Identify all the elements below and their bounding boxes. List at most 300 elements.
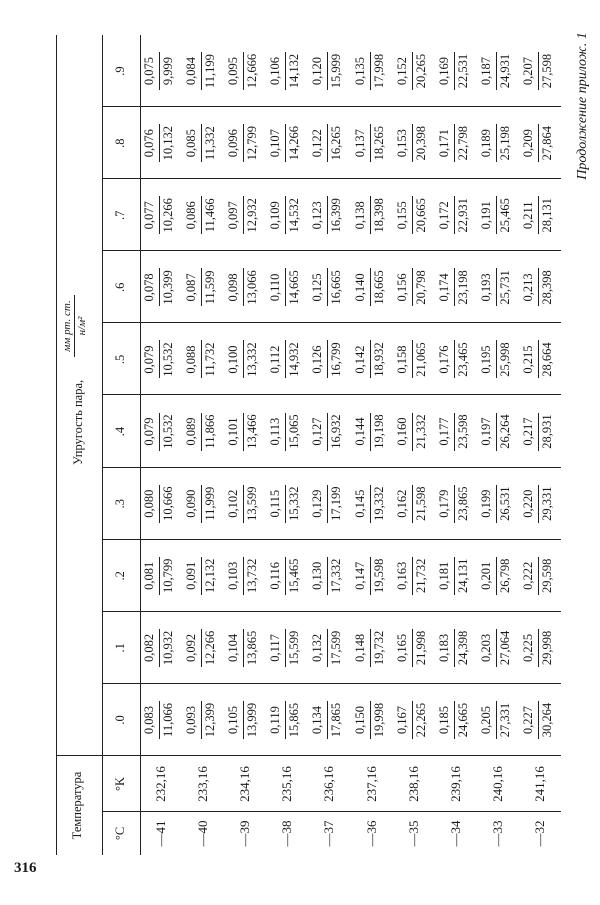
pressure-cell bbox=[309, 337, 349, 383]
pressure-cell bbox=[436, 697, 476, 743]
nm2-value: 26,264 bbox=[497, 414, 512, 449]
header-subrule bbox=[102, 35, 103, 855]
pressure-cell bbox=[225, 697, 265, 743]
nm2-value: 15,332 bbox=[287, 486, 302, 521]
nm2-value: 11,732 bbox=[203, 342, 218, 377]
pressure-cell bbox=[520, 409, 560, 455]
nm2-value: 13,732 bbox=[245, 558, 260, 593]
mmhg-value: 0,145 bbox=[352, 489, 367, 518]
pressure-cell bbox=[520, 48, 560, 94]
decimal-header: .7 bbox=[113, 210, 127, 220]
fraction-line bbox=[370, 124, 371, 162]
pressure-cell bbox=[352, 337, 392, 383]
celsius-cell: —41 bbox=[153, 820, 168, 847]
nm2-value: 15,865 bbox=[287, 702, 302, 738]
pressure-cell bbox=[436, 409, 476, 455]
mmhg-value: 0,211 bbox=[520, 201, 535, 230]
mmhg-value: 0,222 bbox=[520, 561, 535, 590]
fraction-line bbox=[538, 52, 539, 90]
fraction-line bbox=[285, 52, 286, 90]
mmhg-value: 0,123 bbox=[310, 201, 325, 230]
pressure-cell bbox=[225, 337, 265, 383]
pressure-cell bbox=[225, 192, 265, 238]
nm2-value: 12,266 bbox=[203, 630, 218, 666]
mmhg-value: 0,087 bbox=[184, 273, 199, 302]
nm2-value: 17,998 bbox=[371, 53, 386, 89]
celsius-cell: —40 bbox=[195, 820, 211, 847]
fraction-line bbox=[454, 341, 455, 379]
pressure-cell bbox=[309, 120, 349, 166]
nm2-value: 19,198 bbox=[371, 414, 386, 449]
nm2-value: 27,064 bbox=[497, 630, 512, 666]
mmhg-value: 0,171 bbox=[436, 129, 451, 158]
nm2-value: 16,799 bbox=[329, 342, 344, 377]
unit-nm2: н/м² bbox=[76, 316, 88, 336]
pressure-cell bbox=[141, 481, 181, 527]
mmhg-value: 0,115 bbox=[268, 489, 283, 518]
mmhg-value: 0,083 bbox=[142, 705, 156, 735]
mmhg-value: 0,176 bbox=[436, 345, 451, 374]
pressure-cell bbox=[478, 120, 518, 166]
fraction-line bbox=[243, 701, 244, 739]
mmhg-value: 0,075 bbox=[142, 57, 156, 86]
decimal-header: .6 bbox=[113, 282, 127, 293]
pressure-cell bbox=[183, 553, 223, 599]
pressure-cell bbox=[183, 337, 223, 383]
temperature-header: Температура bbox=[70, 771, 84, 840]
mmhg-value: 0,213 bbox=[520, 273, 535, 302]
pressure-cell bbox=[141, 553, 181, 599]
nm2-value: 13,599 bbox=[245, 486, 260, 521]
fraction-line bbox=[159, 52, 160, 90]
fraction-line bbox=[285, 413, 286, 451]
nm2-value: 22,265 bbox=[413, 702, 428, 738]
fraction-line bbox=[496, 341, 497, 379]
fraction-line bbox=[201, 124, 202, 162]
mmhg-value: 0,119 bbox=[268, 706, 283, 734]
nm2-value: 23,465 bbox=[455, 342, 470, 377]
fraction-line bbox=[370, 629, 371, 667]
pressure-cell bbox=[520, 192, 560, 238]
nm2-value: 20,265 bbox=[413, 53, 428, 89]
nm2-value: 25,731 bbox=[497, 270, 512, 305]
nm2-value: 16,399 bbox=[329, 198, 344, 233]
fraction-line bbox=[201, 52, 202, 90]
fraction-line bbox=[454, 268, 455, 306]
fraction-line bbox=[538, 124, 539, 162]
pressure-cell bbox=[436, 48, 476, 94]
pressure-cell bbox=[183, 264, 223, 310]
mmhg-value: 0,209 bbox=[520, 129, 535, 158]
nm2-value: 15,599 bbox=[287, 630, 302, 666]
fraction-line bbox=[159, 268, 160, 306]
nm2-value: 30,264 bbox=[539, 702, 554, 738]
fraction-line bbox=[412, 413, 413, 451]
mmhg-value: 0,130 bbox=[310, 561, 325, 590]
pressure-cell bbox=[183, 409, 223, 455]
pressure-cell bbox=[352, 120, 392, 166]
nm2-value: 28,664 bbox=[539, 342, 554, 377]
mmhg-value: 0,093 bbox=[184, 705, 199, 735]
mmhg-value: 0,102 bbox=[226, 489, 241, 518]
mmhg-value: 0,142 bbox=[352, 345, 367, 374]
pressure-cell bbox=[309, 48, 349, 94]
nm2-value: 9,999 bbox=[161, 57, 175, 86]
mmhg-value: 0,158 bbox=[394, 345, 409, 374]
mmhg-value: 0,207 bbox=[520, 57, 535, 86]
fraction-line bbox=[538, 629, 539, 667]
decimal-header: .9 bbox=[113, 66, 127, 76]
pressure-cell bbox=[225, 409, 265, 455]
fraction-line bbox=[538, 196, 539, 234]
nm2-value: 16,265 bbox=[329, 126, 344, 161]
nm2-value: 17,199 bbox=[329, 486, 344, 521]
nm2-value: 13,066 bbox=[245, 270, 260, 305]
fraction-line bbox=[370, 341, 371, 379]
pressure-cell bbox=[183, 625, 223, 671]
fraction-line bbox=[370, 413, 371, 451]
nm2-value: 11,599 bbox=[203, 270, 218, 305]
fraction-line bbox=[327, 413, 328, 451]
nm2-value: 11,999 bbox=[203, 486, 218, 521]
unit-mmhg: мм рт. ст. bbox=[61, 300, 73, 352]
nm2-value: 16,932 bbox=[329, 414, 344, 449]
pressure-cell bbox=[394, 553, 434, 599]
kelvin-cell: 237,16 bbox=[363, 766, 379, 802]
nm2-value: 25,998 bbox=[497, 342, 512, 377]
mmhg-value: 0,177 bbox=[436, 417, 451, 446]
mmhg-value: 0,156 bbox=[394, 273, 409, 302]
fraction-line bbox=[454, 557, 455, 595]
fraction-line bbox=[243, 485, 244, 523]
mmhg-value: 0,125 bbox=[310, 273, 325, 302]
fraction-line bbox=[496, 268, 497, 306]
fraction-line bbox=[370, 485, 371, 523]
fraction-line bbox=[285, 124, 286, 162]
mmhg-value: 0,162 bbox=[394, 489, 409, 518]
fraction-line bbox=[412, 629, 413, 667]
pressure-cell bbox=[267, 48, 307, 94]
pressure-cell bbox=[520, 553, 560, 599]
pressure-cell bbox=[183, 120, 223, 166]
mmhg-value: 0,084 bbox=[184, 57, 199, 86]
nm2-value: 13,332 bbox=[245, 342, 260, 377]
fraction-line bbox=[243, 52, 244, 90]
fraction-line bbox=[454, 124, 455, 162]
nm2-value: 10,799 bbox=[161, 558, 175, 593]
fraction-line bbox=[538, 701, 539, 739]
nm2-value: 14,532 bbox=[287, 198, 302, 233]
pressure-cell bbox=[183, 48, 223, 94]
nm2-value: 19,732 bbox=[371, 630, 386, 666]
nm2-value: 26,531 bbox=[497, 486, 512, 521]
mmhg-value: 0,113 bbox=[268, 417, 283, 446]
mmhg-value: 0,165 bbox=[394, 633, 409, 662]
nm2-value: 17,332 bbox=[329, 558, 344, 593]
pressure-cell bbox=[352, 697, 392, 743]
fraction-line bbox=[454, 485, 455, 523]
mmhg-value: 0,078 bbox=[142, 273, 156, 302]
column-divider bbox=[102, 539, 561, 540]
nm2-value: 12,666 bbox=[245, 53, 260, 89]
column-divider bbox=[102, 395, 561, 396]
nm2-value: 20,665 bbox=[413, 198, 428, 233]
nm2-value: 22,931 bbox=[455, 198, 470, 233]
fraction-line bbox=[327, 124, 328, 162]
nm2-value: 15,465 bbox=[287, 558, 302, 593]
fraction-line bbox=[370, 268, 371, 306]
mmhg-value: 0,191 bbox=[478, 201, 493, 230]
fraction-line bbox=[454, 629, 455, 667]
running-head-text: Продолжение прилож. 1 bbox=[575, 31, 590, 180]
nm2-value: 21,732 bbox=[413, 558, 428, 593]
mmhg-value: 0,088 bbox=[184, 345, 199, 374]
kelvin-cell: 235,16 bbox=[279, 766, 295, 802]
nm2-value: 27,598 bbox=[539, 53, 554, 89]
mmhg-value: 0,183 bbox=[436, 633, 451, 662]
mmhg-value: 0,199 bbox=[478, 489, 493, 518]
pressure-cell bbox=[225, 48, 265, 94]
nm2-value: 16,665 bbox=[329, 270, 344, 305]
fraction-line bbox=[243, 268, 244, 306]
nm2-value: 15,065 bbox=[287, 414, 302, 449]
nm2-value: 18,665 bbox=[371, 270, 386, 305]
pressure-cell bbox=[267, 337, 307, 383]
pressure-cell bbox=[309, 481, 349, 527]
pressure-cell bbox=[394, 48, 434, 94]
pressure-cell bbox=[267, 553, 307, 599]
nm2-value: 26,798 bbox=[497, 558, 512, 593]
fraction-line bbox=[496, 196, 497, 234]
mmhg-value: 0,220 bbox=[520, 489, 535, 518]
nm2-value: 13,999 bbox=[245, 702, 260, 738]
fraction-line bbox=[159, 485, 160, 523]
pressure-cell bbox=[309, 192, 349, 238]
pressure-cell bbox=[309, 697, 349, 743]
nm2-value: 25,198 bbox=[497, 126, 512, 161]
decimal-header: .5 bbox=[113, 354, 127, 365]
fraction-line bbox=[412, 268, 413, 306]
mmhg-value: 0,116 bbox=[268, 561, 283, 590]
fraction-line bbox=[201, 268, 202, 306]
fraction-line bbox=[285, 341, 286, 379]
pressure-unit bbox=[61, 295, 88, 357]
nm2-value: 11,466 bbox=[203, 198, 218, 233]
celsius-cell: —39 bbox=[237, 820, 253, 847]
mmhg-value: 0,097 bbox=[226, 201, 241, 230]
pressure-cell bbox=[309, 553, 349, 599]
pressure-cell bbox=[352, 409, 392, 455]
mmhg-value: 0,144 bbox=[352, 417, 367, 446]
decimal-header: .8 bbox=[113, 138, 127, 148]
decimal-header: .2 bbox=[113, 571, 127, 581]
column-divider bbox=[102, 467, 561, 468]
fraction-line bbox=[201, 557, 202, 595]
pressure-cell bbox=[436, 264, 476, 310]
mmhg-value: 0,179 bbox=[436, 489, 451, 518]
fraction-line bbox=[327, 701, 328, 739]
fraction-line bbox=[243, 124, 244, 162]
pressure-cell bbox=[267, 409, 307, 455]
nm2-value: 14,932 bbox=[287, 342, 302, 377]
pressure-cell bbox=[394, 337, 434, 383]
nm2-value: 24,931 bbox=[497, 53, 512, 89]
pressure-cell bbox=[141, 697, 181, 743]
mmhg-value: 0,134 bbox=[310, 705, 325, 735]
mmhg-value: 0,085 bbox=[184, 129, 199, 158]
nm2-value: 19,598 bbox=[371, 558, 386, 593]
pressure-cell bbox=[436, 481, 476, 527]
mmhg-value: 0,079 bbox=[142, 417, 156, 446]
pressure-cell bbox=[436, 120, 476, 166]
nm2-value: 28,131 bbox=[539, 198, 554, 233]
decimal-header: .1 bbox=[113, 643, 127, 653]
kelvin-header: °K bbox=[113, 776, 127, 792]
fraction-line bbox=[496, 701, 497, 739]
mmhg-value: 0,103 bbox=[226, 561, 241, 590]
mmhg-value: 0,122 bbox=[310, 129, 325, 158]
fraction-line bbox=[496, 557, 497, 595]
pressure-cell bbox=[478, 625, 518, 671]
pressure-cell bbox=[520, 264, 560, 310]
mmhg-value: 0,147 bbox=[352, 561, 367, 590]
nm2-value: 24,665 bbox=[455, 702, 470, 738]
kelvin-cell: 239,16 bbox=[447, 766, 463, 802]
mmhg-value: 0,100 bbox=[226, 345, 241, 374]
pressure-cell bbox=[267, 625, 307, 671]
kelvin-cell: 240,16 bbox=[489, 766, 505, 802]
nm2-value: 21,998 bbox=[413, 630, 428, 666]
mmhg-value: 0,098 bbox=[226, 273, 241, 302]
mmhg-value: 0,152 bbox=[394, 57, 409, 86]
nm2-value: 21,065 bbox=[413, 342, 428, 377]
fraction-line bbox=[538, 268, 539, 306]
nm2-value: 25,465 bbox=[497, 198, 512, 233]
fraction-line bbox=[412, 485, 413, 523]
mmhg-value: 0,137 bbox=[352, 129, 367, 158]
pressure-cell bbox=[520, 337, 560, 383]
mmhg-value: 0,217 bbox=[520, 417, 535, 446]
mmhg-value: 0,120 bbox=[310, 57, 325, 86]
pressure-cell bbox=[309, 264, 349, 310]
pressure-cell bbox=[520, 120, 560, 166]
nm2-value: 10,266 bbox=[161, 198, 175, 233]
mmhg-value: 0,195 bbox=[478, 345, 493, 374]
celsius-cell: —36 bbox=[363, 820, 379, 847]
kelvin-cell: 233,16 bbox=[195, 766, 211, 802]
mmhg-value: 0,150 bbox=[352, 705, 367, 735]
fraction-line bbox=[412, 196, 413, 234]
nm2-value: 10,932 bbox=[161, 630, 175, 666]
fraction-line bbox=[159, 413, 160, 451]
mmhg-value: 0,091 bbox=[184, 561, 199, 590]
fraction-line bbox=[412, 341, 413, 379]
pressure-cell bbox=[478, 409, 518, 455]
fraction-line bbox=[496, 629, 497, 667]
pressure-cell bbox=[478, 192, 518, 238]
fraction-line bbox=[285, 629, 286, 667]
fraction-line bbox=[412, 52, 413, 90]
pressure-cell bbox=[141, 48, 181, 94]
nm2-value: 17,599 bbox=[329, 630, 344, 666]
fraction-line bbox=[285, 557, 286, 595]
fraction-line bbox=[243, 629, 244, 667]
page-number: 316 bbox=[14, 860, 37, 876]
celsius-cell: —33 bbox=[489, 820, 505, 847]
nm2-value: 21,598 bbox=[413, 486, 428, 521]
fraction-line bbox=[201, 341, 202, 379]
pressure-cell bbox=[394, 625, 434, 671]
nm2-value: 12,799 bbox=[245, 126, 260, 161]
fraction-line bbox=[285, 196, 286, 234]
nm2-value: 27,864 bbox=[539, 126, 554, 161]
mmhg-value: 0,203 bbox=[478, 633, 493, 662]
decimal-header: .4 bbox=[113, 426, 127, 437]
fraction-line bbox=[243, 341, 244, 379]
celsius-cell: —37 bbox=[321, 820, 337, 847]
nm2-value: 18,932 bbox=[371, 342, 386, 377]
mmhg-value: 0,181 bbox=[436, 561, 451, 590]
nm2-value: 10,399 bbox=[161, 270, 175, 305]
mmhg-value: 0,163 bbox=[394, 561, 409, 590]
nm2-value: 28,931 bbox=[539, 414, 554, 449]
pressure-header: Упругость пара, bbox=[71, 379, 85, 465]
mmhg-value: 0,104 bbox=[226, 633, 241, 662]
fraction-line bbox=[201, 485, 202, 523]
fraction-line bbox=[201, 701, 202, 739]
pressure-cell bbox=[352, 48, 392, 94]
mmhg-value: 0,079 bbox=[142, 345, 156, 374]
mmhg-value: 0,138 bbox=[352, 201, 367, 230]
mmhg-value: 0,153 bbox=[394, 129, 409, 158]
mmhg-value: 0,140 bbox=[352, 273, 367, 302]
nm2-value: 23,865 bbox=[455, 486, 470, 521]
pressure-cell bbox=[183, 481, 223, 527]
fraction-line bbox=[412, 124, 413, 162]
nm2-value: 10,132 bbox=[161, 126, 175, 161]
pressure-cell bbox=[478, 553, 518, 599]
fraction-line bbox=[159, 196, 160, 234]
fraction-line bbox=[370, 557, 371, 595]
mmhg-value: 0,126 bbox=[310, 345, 325, 374]
fraction-line bbox=[327, 268, 328, 306]
pressure-cell bbox=[352, 553, 392, 599]
mmhg-value: 0,187 bbox=[478, 57, 493, 86]
mmhg-value: 0,169 bbox=[436, 57, 451, 86]
nm2-value: 29,598 bbox=[539, 558, 554, 593]
mmhg-value: 0,174 bbox=[436, 273, 451, 302]
pressure-cell bbox=[394, 120, 434, 166]
column-divider bbox=[102, 106, 561, 107]
nm2-value: 28,398 bbox=[539, 270, 554, 305]
fraction-line bbox=[454, 701, 455, 739]
fraction-line bbox=[538, 413, 539, 451]
fraction-line bbox=[243, 557, 244, 595]
fraction-line bbox=[370, 52, 371, 90]
nm2-value: 23,598 bbox=[455, 414, 470, 449]
mmhg-value: 0,110 bbox=[268, 273, 283, 302]
mmhg-value: 0,185 bbox=[436, 705, 451, 735]
fraction-line bbox=[454, 196, 455, 234]
unit-fraction-line bbox=[74, 295, 75, 357]
nm2-value: 11,199 bbox=[203, 54, 218, 89]
nm2-value: 10,532 bbox=[161, 414, 175, 449]
mmhg-value: 0,107 bbox=[268, 129, 283, 158]
mmhg-value: 0,225 bbox=[520, 633, 535, 662]
pressure-cell bbox=[183, 192, 223, 238]
celsius-cell: —34 bbox=[447, 820, 463, 847]
fraction-line bbox=[496, 485, 497, 523]
